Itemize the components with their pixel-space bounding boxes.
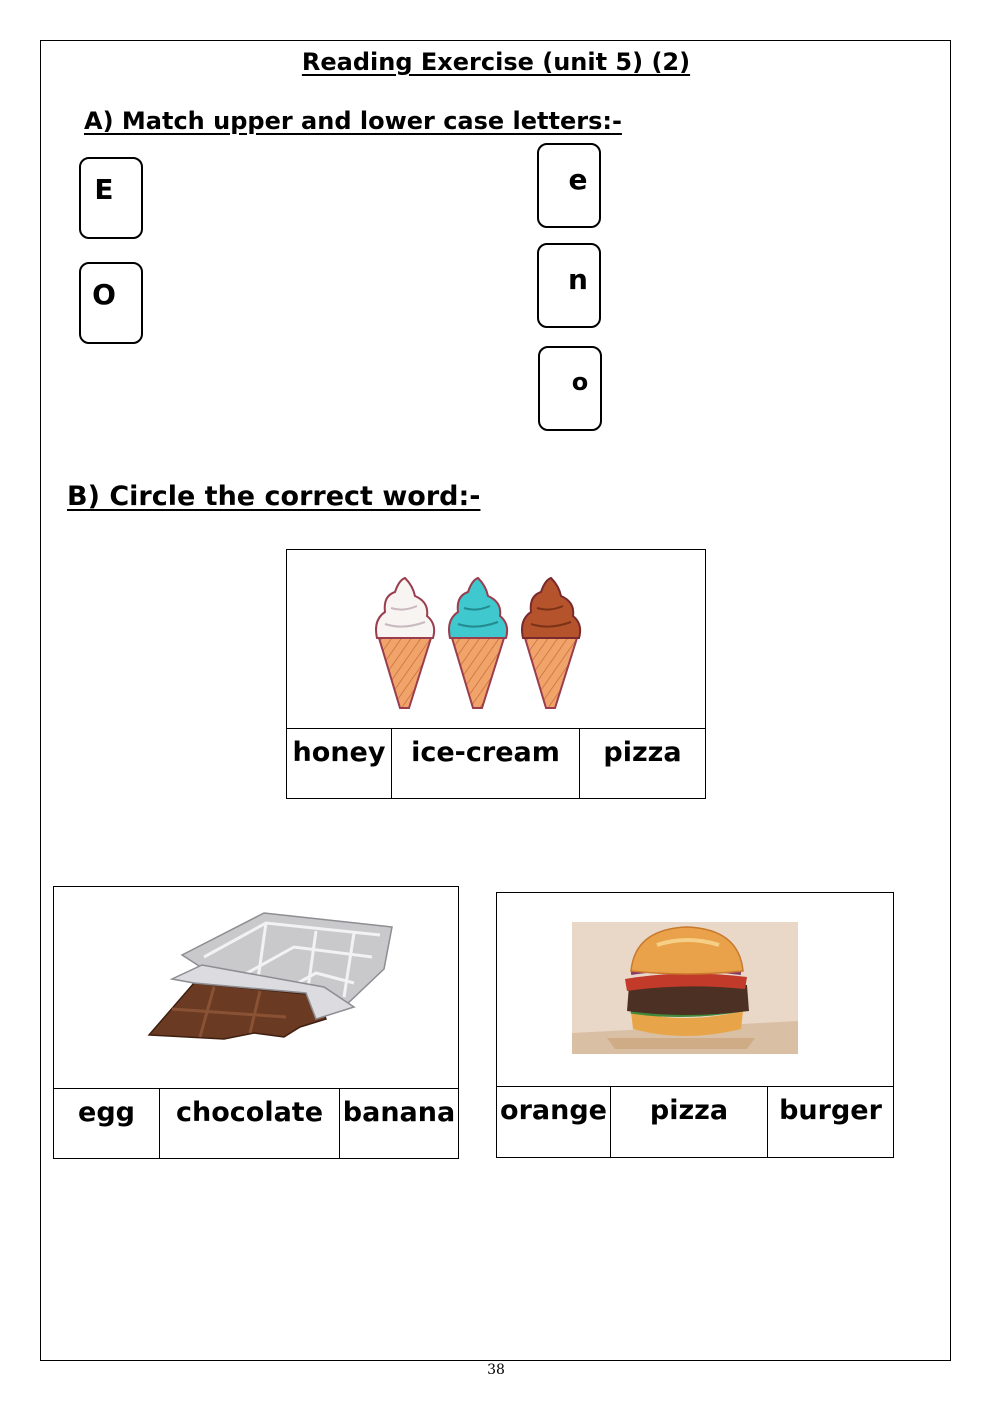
- picture-card-chocolate: [53, 886, 459, 1159]
- ice-cream-cone-mint: [449, 578, 507, 708]
- picture-card-ice-cream: [286, 549, 706, 799]
- ice-cream-image: [287, 550, 705, 730]
- word-choice[interactable]: pizza: [610, 1087, 767, 1157]
- ice-cream-cone-chocolate: [522, 578, 580, 708]
- word-choice-row: [287, 728, 705, 798]
- word-choice[interactable]: banana: [339, 1089, 458, 1158]
- section-a-heading: A) Match upper and lower case letters:-: [84, 107, 622, 135]
- upper-letter-box[interactable]: [79, 262, 143, 344]
- lower-letter: n: [568, 263, 588, 296]
- lower-letter: o: [571, 368, 589, 396]
- lower-letter-box[interactable]: [537, 143, 601, 228]
- lower-letter-box[interactable]: [537, 243, 601, 328]
- page-number: 38: [487, 1362, 505, 1378]
- word-choice[interactable]: honey: [292, 737, 386, 768]
- picture-card-burger: [496, 892, 894, 1158]
- upper-letter: E: [94, 173, 114, 206]
- word-choice[interactable]: chocolate: [159, 1089, 339, 1158]
- word-choice-row: [497, 1086, 893, 1157]
- word-choice-row: [54, 1088, 458, 1158]
- chocolate-image: [54, 887, 458, 1089]
- section-b-heading: B) Circle the correct word:-: [67, 481, 481, 512]
- word-choice[interactable]: burger: [767, 1087, 893, 1157]
- word-choice[interactable]: egg: [78, 1097, 135, 1128]
- upper-letter: O: [92, 278, 116, 311]
- ice-cream-cone-vanilla: [376, 578, 434, 708]
- page-title: Reading Exercise (unit 5) (2): [301, 48, 691, 76]
- upper-letter-box[interactable]: [79, 157, 143, 239]
- word-choice[interactable]: ice-cream: [391, 729, 579, 798]
- lower-letter-box[interactable]: [538, 346, 602, 431]
- lower-letter: e: [568, 163, 588, 196]
- burger-image: [497, 893, 893, 1088]
- word-choice[interactable]: orange: [500, 1095, 607, 1126]
- word-choice[interactable]: pizza: [579, 729, 705, 798]
